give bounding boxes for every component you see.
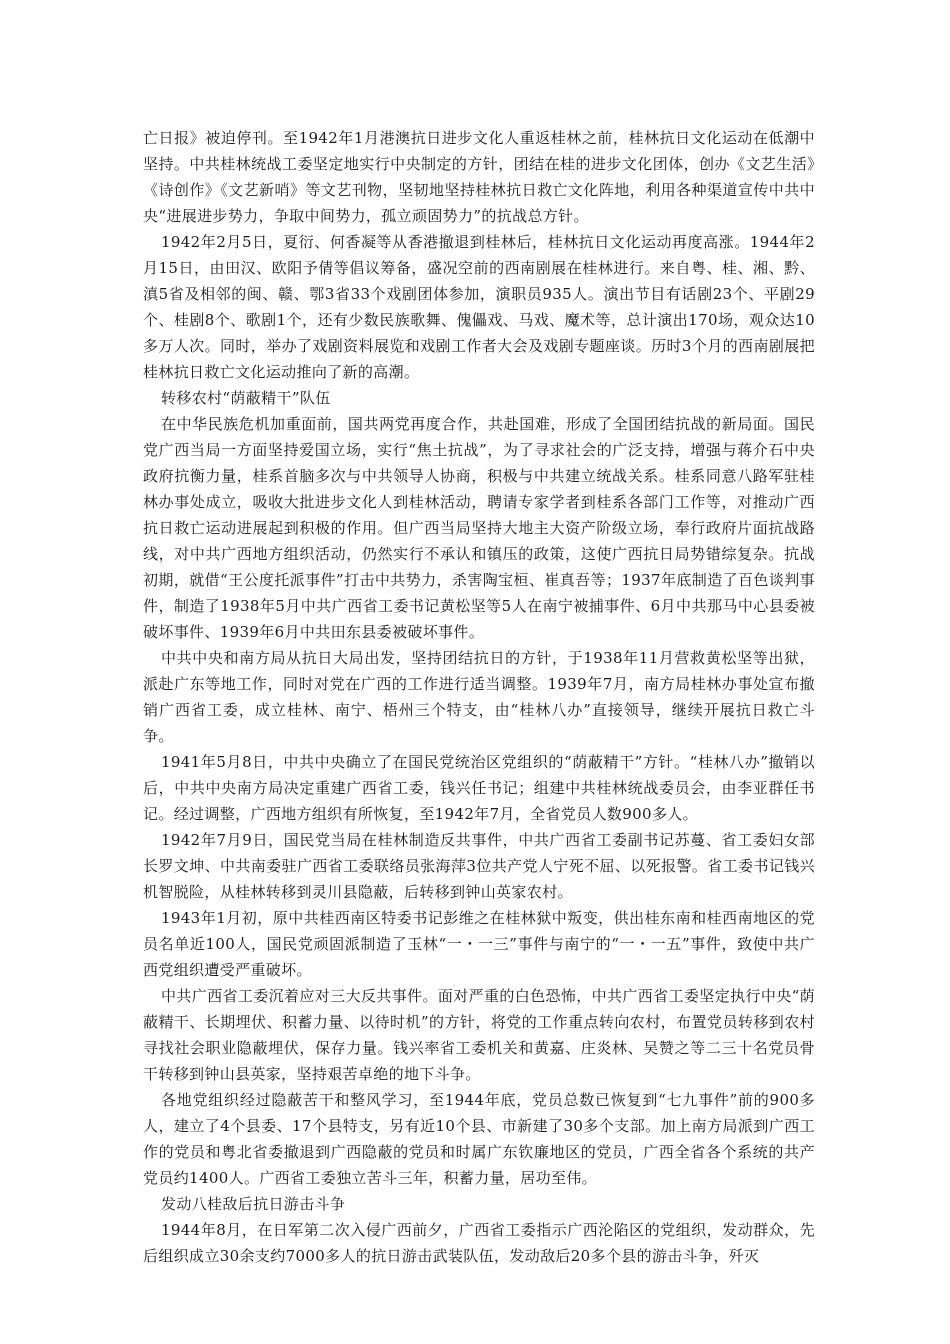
document-body (143, 125, 815, 1269)
paragraph: 1942年7月9日，国民党当局在桂林制造反共事件，中共广西省工委副书记苏蔓、省工委妇女部长罗文坤、中共南委驻广西省工委联络员张海萍3位共产党人宁死不屈、以死报警。省工委书记钱兴机智脱险，从桂林转移到灵川县隐蔽，后转移到钟山英家农村。 (143, 831, 815, 901)
paragraph: 1943年1月初，原中共桂西南区特委书记彭维之在桂林狱中叛变，供出桂东南和桂西南地区的党员名单近100人，国民党顽固派制造了玉林“一・一三”事件与南宁的“一・一五”事件，致使中共广西党组织遭受严重破坏。 (143, 909, 815, 979)
paragraph: 1942年2月5日，夏衍、何香凝等从香港撤退到桂林后，桂林抗日文化运动再度高涨。1944年2月15日，由田汉、欧阳予倩等倡议筹备，盛况空前的西南剧展在桂林进行。来自粤、桂、湘、黔、滇5省及相邻的闽、赣、鄂3省33个戏剧团体参加，演职员935人。演出节目有话剧23个、平剧29个、桂剧8个、歌剧1个，还有少数民族歌舞、傀儡戏、马戏、魔术等，总计演出170场，观众达10多万人次。同时，举办了戏剧资料展览和戏剧工作者大会及戏剧专题座谈。历时3个月的西南剧展把桂林抗日救亡文化运动推向了新的高潮。 (143, 233, 815, 381)
section-heading: 转移农村“荫蔽精干”队伍 (161, 389, 331, 407)
section-heading: 发动八桂敌后抗日游击斗争 (161, 1195, 346, 1213)
paragraph: 1944年8月，在日军第二次入侵广西前夕，广西省工委指示广西沦陷区的党组织，发动群众，先后组织成立30余支约7000多人的抗日游击武装队伍，发动敌后20多个县的游击斗争，歼灭 (143, 1221, 815, 1265)
paragraph: 中共中央和南方局从抗日大局出发，坚持团结抗日的方针，于1938年11月营救黄松坚等出狱，派赴广东等地工作，同时对党在广西的工作进行适当调整。1939年7月，南方局桂林办事处宣布撤销广西省工委，成立桂林、南宁、梧州三个特支，由“桂林八办”直接领导，继续开展抗日救亡斗争。 (143, 649, 815, 745)
paragraph-continued: 亡日报》被迫停刊。至1942年1月港澳抗日进步文化人重返桂林之前，桂林抗日文化运动在低潮中坚持。中共桂林统战工委坚定地实行中央制定的方针，团结在桂的进步文化团体，创办《文艺生活》《诗创作》《文艺新哨》等文艺刊物，坚韧地坚持桂林抗日救亡文化阵地，利用各种渠道宣传中共中央“进展进步势力，争取中间势力，孤立顽固势力”的抗战总方针。 (143, 129, 815, 225)
paragraph: 各地党组织经过隐蔽苦干和整风学习，至1944年底，党员总数已恢复到“七九事件”前的900多人，建立了4个县委、17个县特支，另有近10个县、市新建了30多个支部。加上南方局派到广西工作的党员和粤北省委撤退到广西隐蔽的党员和时属广东钦廉地区的党员，广西全省各个系统的共产党员约1400人。广西省工委独立苦斗三年，积蓄力量，居功至伟。 (143, 1091, 815, 1187)
paragraph: 在中华民族危机加重面前，国共两党再度合作，共赴国难，形成了全国团结抗战的新局面。国民党广西当局一方面坚持爱国立场，实行“焦土抗战”，为了寻求社会的广泛支持，增强与蒋介石中央政府抗衡力量，桂系首脑多次与中共领导人协商，积极与中共建立统战关系。桂系同意八路军驻桂林办事处成立，吸收大批进步文化人到桂林活动，聘请专家学者到桂系各部门工作等，对推动广西抗日救亡运动进展起到积极的作用。但广西当局坚持大地主大资产阶级立场，奉行政府片面抗战路线，对中共广西地方组织活动，仍然实行不承认和镇压的政策，这使广西抗日局势错综复杂。抗战初期，就借“王公度托派事件”打击中共势力，杀害陶宝桓、崔真吾等；1937年底制造了百色谈判事件，制造了1938年5月中共广西省工委书记黄松坚等5人在南宁被捕事件、6月中共那马中心县委被破坏事件、1939年6月中共田东县委被破坏事件。 (143, 415, 815, 641)
paragraph: 中共广西省工委沉着应对三大反共事件。面对严重的白色恐怖，中共广西省工委坚定执行中央“荫蔽精干、长期埋伏、积蓄力量、以待时机”的方针，将党的工作重点转向农村，布置党员转移到农村寻找社会职业隐蔽埋伏，保存力量。钱兴率省工委机关和黄嘉、庄炎林、吴赞之等二三十名党员骨干转移到钟山县英家，坚持艰苦卓绝的地下斗争。 (143, 987, 815, 1083)
paragraph: 1941年5月8日，中共中央确立了在国民党统治区党组织的“荫蔽精干”方针。“桂林八办”撤销以后，中共中央南方局决定重建广西省工委，钱兴任书记；组建中共桂林统战委员会，由李亚群任书记。经过调整，广西地方组织有所恢复，至1942年7月，全省党员人数900多人。 (143, 753, 815, 823)
